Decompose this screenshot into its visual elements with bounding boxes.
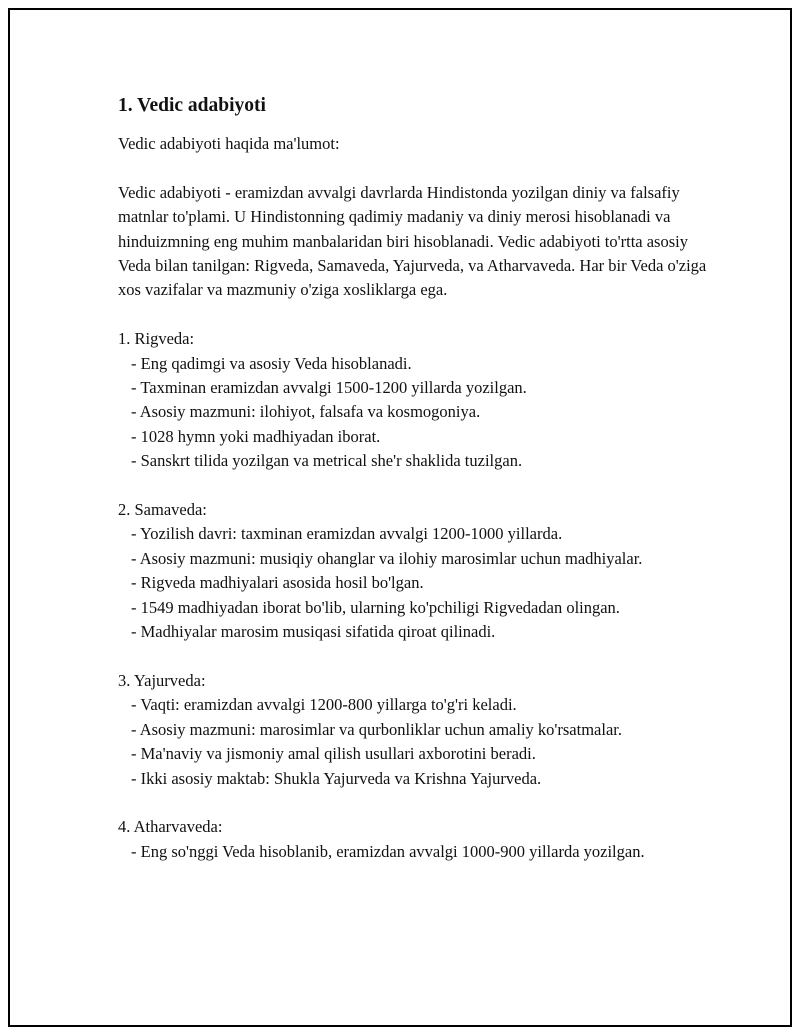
list-item: - 1549 madhiyadan iborat bo'lib, ularning ko'pchiligi Rigvedadan olingan. <box>131 597 620 617</box>
list-item: - Eng so'nggi Veda hisoblanib, eramizdan avvalgi 1000-900 yillarda yozilgan. <box>131 841 645 861</box>
section-samaveda <box>118 498 708 644</box>
list-item: - Yozilish davri: taxminan eramizdan avvalgi 1200-1000 yillarda. <box>131 524 563 544</box>
section-heading: 4. Atharvaveda: <box>118 817 223 837</box>
section-list <box>118 352 708 474</box>
spacer <box>118 644 708 668</box>
spacer <box>118 156 708 180</box>
section-heading: 2. Samaveda: <box>118 500 207 520</box>
list-item: - Asosiy mazmuni: musiqiy ohanglar va ilohiy marosimlar uchun madhiyalar. <box>131 548 643 568</box>
list-item: - Madhiyalar marosim musiqasi sifatida qiroat qilinadi. <box>131 622 496 642</box>
spacer <box>118 474 708 498</box>
list-item: - Ma'naviy va jismoniy amal qilish usullari axborotini beradi. <box>131 744 536 764</box>
page-title: 1. Vedic adabiyoti <box>118 95 266 116</box>
list-item: - Asosiy mazmuni: ilohiyot, falsafa va kosmogoniya. <box>131 402 481 422</box>
list-item: - Sanskrt tilida yozilgan va metrical she'r shaklida tuzilgan. <box>131 451 523 471</box>
list-item: - Eng qadimgi va asosiy Veda hisoblanadi. <box>131 353 412 373</box>
section-yajurveda <box>118 669 708 791</box>
document-body <box>118 94 708 864</box>
list-item: - Asosiy mazmuni: marosimlar va qurbonliklar uchun amaliy ko'rsatmalar. <box>131 719 622 739</box>
page-frame <box>8 8 792 1027</box>
intro-paragraph: Vedic adabiyoti - eramizdan avvalgi davrlarda Hindistonda yozilgan diniy va falsafiy matnlar to'plami. U Hindistonning qadimiy madaniy va diniy merosi hisoblanadi va hinduizmning eng muhim manbalaridan biri hisoblanadi. Vedic adabiyoti to'rtta asosiy Veda bilan tanilgan: Rigveda, Samaveda, Yajurveda, va Atharvaveda. Har bir Veda o'ziga xos vazifalar va mazmuniy o'ziga xosliklarga ega. <box>118 182 707 300</box>
list-item: - Ikki asosiy maktab: Shukla Yajurveda va Krishna Yajurveda. <box>131 768 542 788</box>
section-list <box>118 522 708 644</box>
spacer <box>118 791 708 815</box>
section-rigveda <box>118 327 708 473</box>
spacer <box>118 303 708 327</box>
intro-line: Vedic adabiyoti haqida ma'lumot: <box>118 134 340 153</box>
section-heading: 1. Rigveda: <box>118 329 195 349</box>
section-atharvaveda <box>118 815 708 864</box>
section-list <box>118 840 708 864</box>
list-item: - Vaqti: eramizdan avvalgi 1200-800 yillarga to'g'ri keladi. <box>131 695 517 715</box>
section-list <box>118 693 708 791</box>
list-item: - Rigveda madhiyalari asosida hosil bo'lgan. <box>131 573 424 593</box>
list-item: - Taxminan eramizdan avvalgi 1500-1200 yillarda yozilgan. <box>131 378 527 398</box>
list-item: - 1028 hymn yoki madhiyadan iborat. <box>131 426 381 446</box>
section-heading: 3. Yajurveda: <box>118 670 206 690</box>
